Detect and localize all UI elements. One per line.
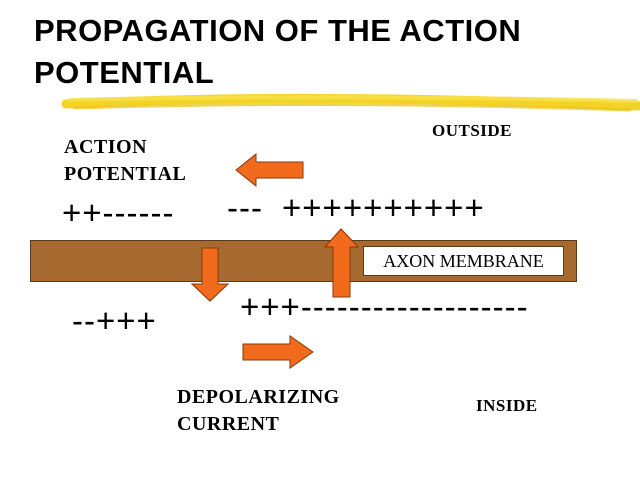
charges-outside-right: ++++++++++ [282,189,485,226]
action-potential-label: ACTION POTENTIAL [64,136,187,185]
arrow-up-icon [325,229,358,297]
axon-membrane-label: AXON MEMBRANE [363,246,564,276]
page-title: PROPAGATION OF THE ACTION POTENTIAL [34,13,522,90]
charges-inside-right: +++------------------- [240,288,529,325]
depolarizing-current-label: DEPOLARIZING CURRENT [177,386,340,435]
outside-label: OUTSIDE [432,121,513,140]
charges-outside-middle: --- [227,189,263,226]
inside-label: INSIDE [476,396,538,415]
charges-outside-left: ++------ [62,194,175,231]
arrow-down-icon [192,248,228,301]
charges-inside-left: --+++ [72,302,157,339]
